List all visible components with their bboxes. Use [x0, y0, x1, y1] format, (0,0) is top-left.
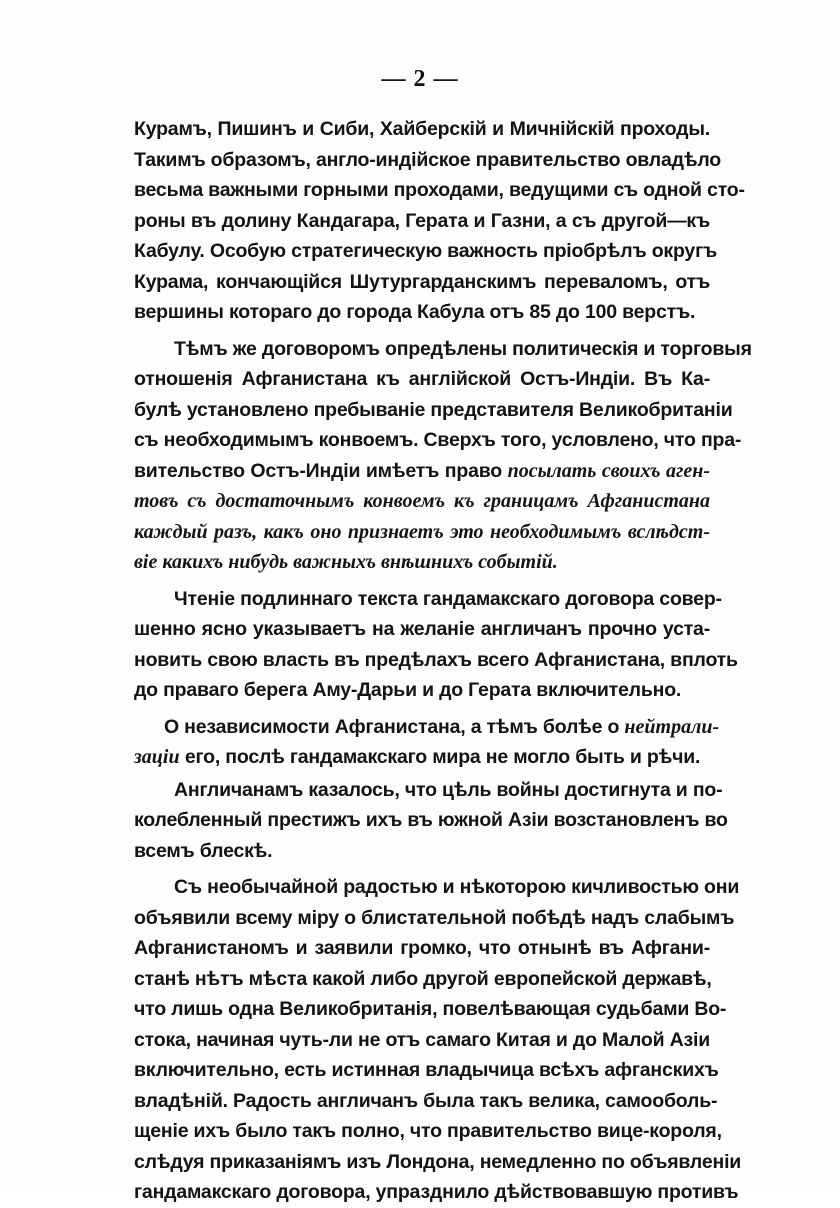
text-line: стока, начиная чуть-ли не отъ самаго Китая и до Малой Азіи [134, 1028, 710, 1051]
text-line: Такимъ образомъ, англо-индійское правительство овладѣло [134, 148, 721, 171]
text-line: новить свою власть въ предѣлахъ всего Афганистана, вплоть [134, 648, 738, 671]
text-line: Тѣмъ же договоромъ опредѣлены политическія и торговыя [174, 337, 752, 360]
body-text [134, 114, 752, 1208]
text-line: владѣній. Радость англичанъ была такъ велика, самооболь- [134, 1089, 718, 1112]
italic-line: каждый разъ, какъ оно признаетъ это необходимымъ вслѣдст- [134, 520, 710, 543]
text-line: отношенія Афганистана къ англійской Остъ-Индіи. Въ Ка- [134, 368, 710, 390]
text-line: Курамъ, Пишинъ и Сиби, Хайберскій и Мичнійскій проходы. [134, 118, 710, 140]
italic-run: посылать своихъ аген- [507, 459, 710, 482]
text-line: Кабулу. Особую стратегическую важность пріобрѣлъ округъ [134, 240, 718, 262]
text-line: станѣ нѣтъ мѣста какой либо другой европейской державѣ, [134, 967, 712, 990]
text-run: О независимости Афганистана, а тѣмъ болѣе о [164, 715, 625, 738]
italic-run: нейтрали- [624, 715, 720, 738]
italic-line: віе какихъ нибудь важныхъ внѣшнихъ событій. [134, 551, 558, 573]
text-line [134, 712, 720, 743]
text-line: съ необходимымъ конвоемъ. Сверхъ того, условлено, что пра- [134, 429, 742, 451]
text-line: Чтеніе подлиннаго текста гандамакскаго договора совер- [174, 587, 722, 610]
text-line [134, 742, 710, 773]
text-line: вершины котораго до города Кабула отъ 85 до 100 верстъ. [134, 301, 696, 323]
text-line: всемъ блескѣ. [134, 839, 273, 862]
text-line: Съ необычайной радостью и нѣкоторою кичливостью они [174, 876, 740, 898]
text-line: роны въ долину Кандагара, Герата и Газни, а съ другой—къ [134, 209, 710, 232]
text-line [134, 456, 710, 487]
text-run: вительство Остъ-Индіи имѣетъ право [134, 459, 508, 482]
page-number: — 2 — [381, 66, 459, 92]
text-line: объявили всему міру о блистательной побѣдѣ надъ слабымъ [134, 906, 735, 929]
text-line: колебленный престижъ ихъ въ южной Азіи возстановленъ во [134, 809, 728, 831]
text-line: гандамакскаго договора, упразднило дѣйствовавшую противъ [134, 1181, 739, 1203]
text-line: Афганистаномъ и заявили громко, что отнынѣ въ Афгани- [134, 937, 710, 959]
text-line: Англичанамъ казалось, что цѣль войны достигнута и по- [174, 778, 723, 801]
text-line: включительно, есть истинная владычица всѣхъ афганскихъ [134, 1059, 719, 1081]
text-line: до праваго берега Аму-Дарьи и до Герата включительно. [134, 679, 682, 701]
text-line: весьма важными горными проходами, ведущими съ одной сто- [134, 179, 745, 201]
text-line: булѣ установлено пребываніе представителя Великобританіи [134, 398, 733, 421]
text-run: его, послѣ гандамакскаго мира не могло быть и рѣчи. [179, 746, 701, 768]
italic-run: заціи [134, 746, 180, 768]
text-line: слѣдуя приказаніямъ изъ Лондона, немедленно по объявленіи [134, 1150, 742, 1173]
italic-line: товъ съ достаточнымъ конвоемъ къ границамъ Афганистана [134, 490, 710, 512]
text-line: шенно ясно указываетъ на желаніе англичанъ прочно уста- [134, 618, 710, 640]
text-line: Курама, кончающійся Шутургарданскимъ переваломъ, отъ [134, 270, 710, 293]
text-line: щеніе ихъ было такъ полно, что правительство вице-короля, [134, 1120, 722, 1142]
text-line: что лишь одна Великобританія, повелѣвающая судьбами Во- [134, 998, 727, 1020]
